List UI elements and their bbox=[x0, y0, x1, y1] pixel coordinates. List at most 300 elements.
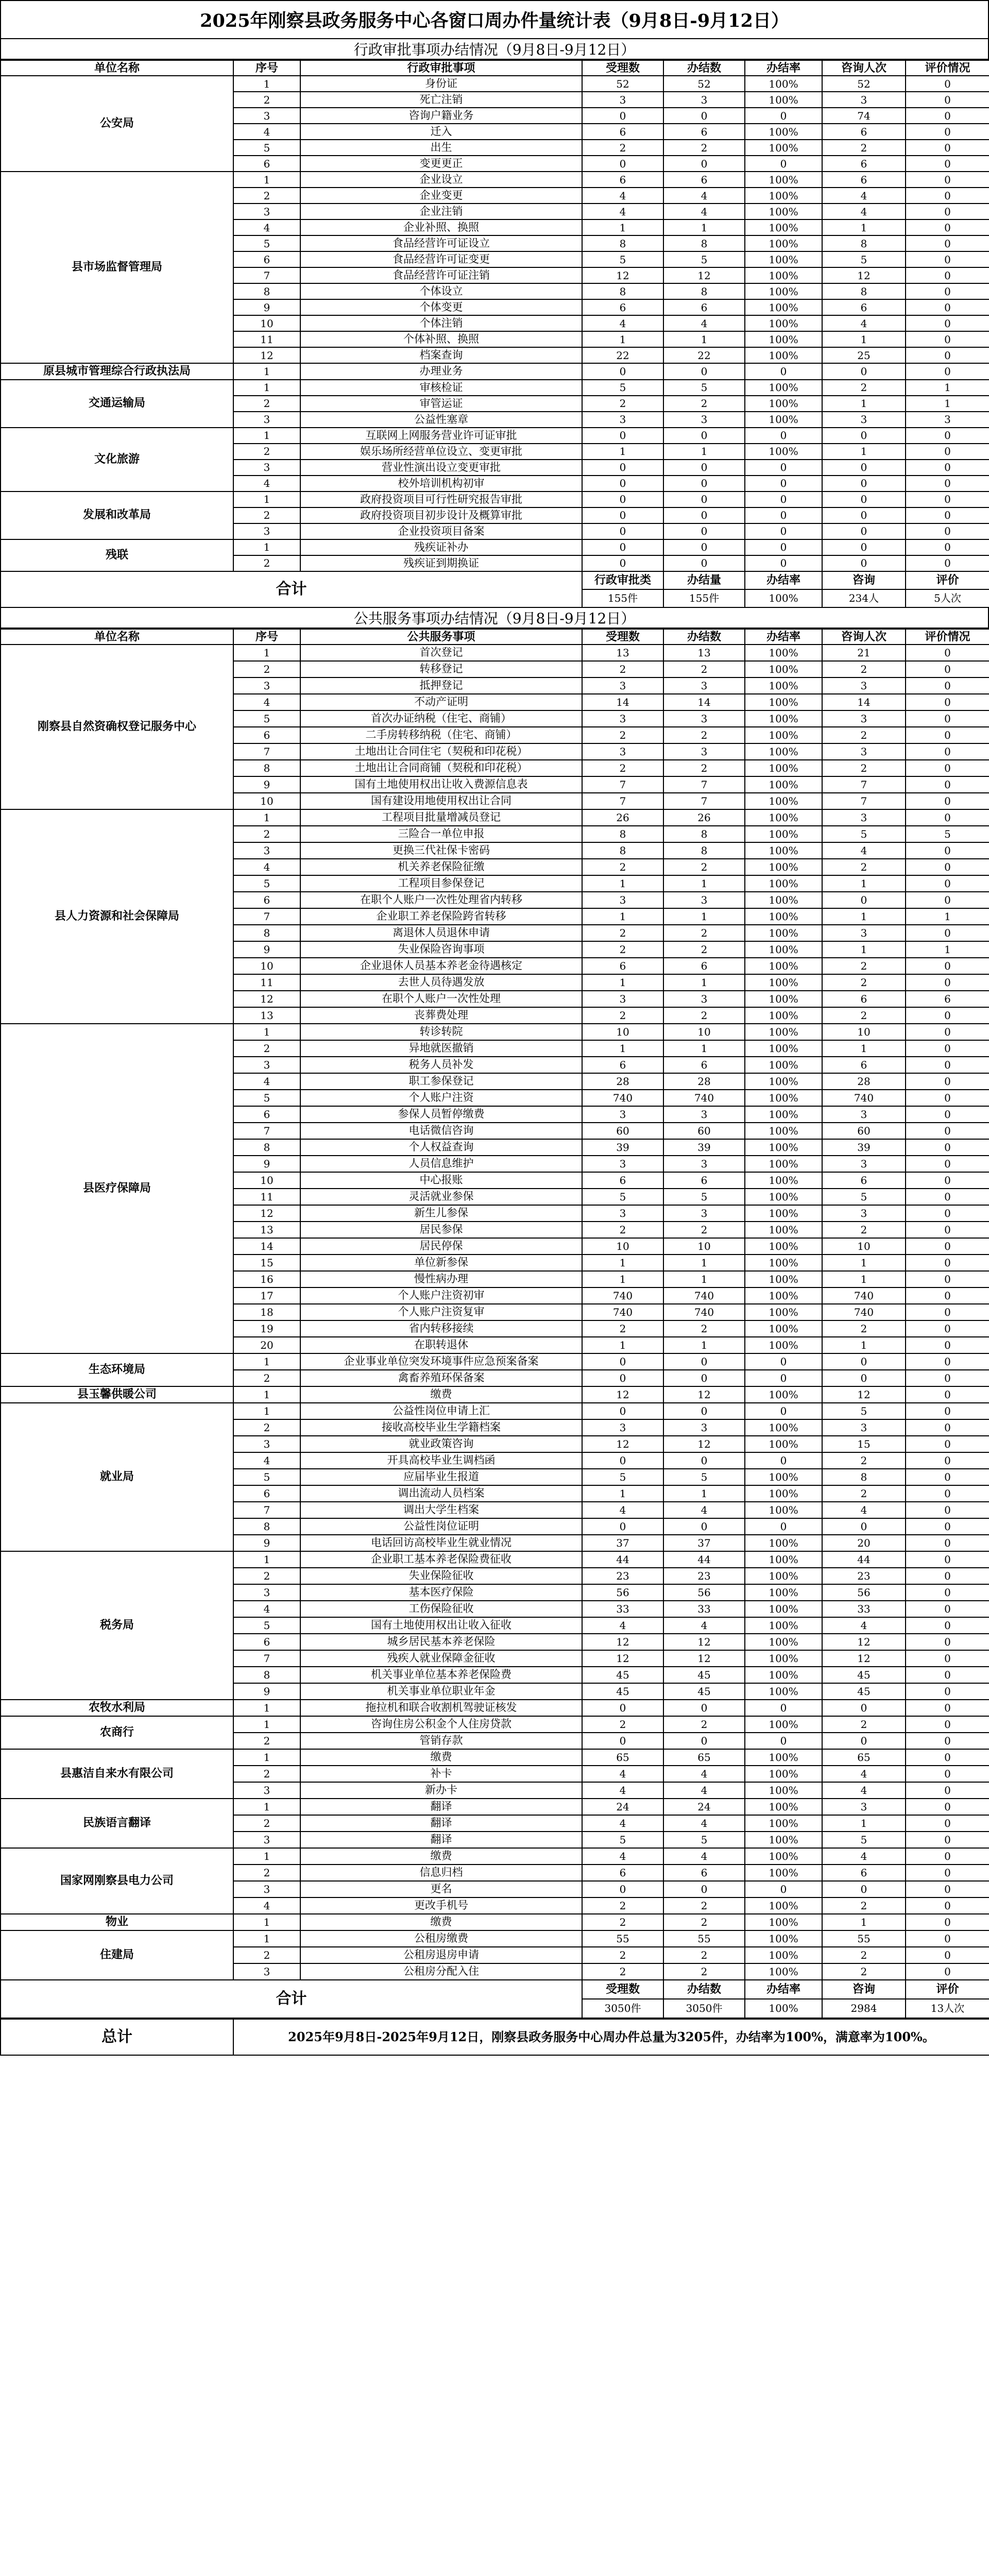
evaluation-cell: 0 bbox=[906, 1634, 989, 1650]
accepted-cell: 3 bbox=[582, 743, 663, 760]
consult-cell: 3 bbox=[822, 1156, 906, 1172]
completion-rate-cell: 100% bbox=[745, 235, 822, 251]
evaluation-cell: 0 bbox=[906, 1716, 989, 1733]
evaluation-cell: 0 bbox=[906, 476, 989, 492]
serial-cell: 7 bbox=[233, 1123, 300, 1139]
completion-rate-cell: 100% bbox=[745, 172, 822, 188]
evaluation-cell: 0 bbox=[906, 1881, 989, 1897]
completed-cell: 13 bbox=[663, 645, 745, 661]
total-value: 155件 bbox=[663, 589, 745, 607]
completion-rate-cell: 100% bbox=[745, 1287, 822, 1304]
total-value: 3050件 bbox=[663, 1999, 745, 2018]
table-row bbox=[1, 1848, 989, 1865]
completion-rate-cell: 100% bbox=[745, 1485, 822, 1502]
serial-cell: 3 bbox=[233, 677, 300, 694]
accepted-cell: 44 bbox=[582, 1551, 663, 1568]
completion-rate-cell: 100% bbox=[745, 1617, 822, 1634]
evaluation-cell: 0 bbox=[906, 1452, 989, 1469]
total-header-row bbox=[1, 1980, 989, 1999]
completion-rate-cell: 100% bbox=[745, 1139, 822, 1156]
evaluation-cell: 0 bbox=[906, 204, 989, 219]
item-cell: 食品经营许可证变更 bbox=[300, 251, 582, 267]
serial-cell: 13 bbox=[233, 1222, 300, 1238]
completed-cell: 0 bbox=[663, 1881, 745, 1897]
serial-cell: 1 bbox=[233, 645, 300, 661]
serial-cell: 5 bbox=[233, 1090, 300, 1106]
summary-text: 2025年9月8日-2025年9月12日，刚察县政务服务中心周办件总量为3205件，办结率为100%，满意率为100%。 bbox=[233, 2019, 989, 2055]
serial-cell: 2 bbox=[233, 507, 300, 523]
item-cell: 食品经营许可证设立 bbox=[300, 235, 582, 251]
item-cell: 国有建设用地使用权出让合同 bbox=[300, 793, 582, 809]
completion-rate-cell: 100% bbox=[745, 1007, 822, 1024]
serial-cell: 7 bbox=[233, 1650, 300, 1667]
completion-rate-cell: 100% bbox=[745, 991, 822, 1007]
completed-cell: 0 bbox=[663, 1452, 745, 1469]
serial-cell: 4 bbox=[233, 476, 300, 492]
accepted-cell: 0 bbox=[582, 1700, 663, 1716]
completion-rate-cell: 100% bbox=[745, 1271, 822, 1287]
serial-cell: 12 bbox=[233, 347, 300, 363]
total-heading: 咨询 bbox=[822, 1980, 906, 1999]
item-cell: 信息归档 bbox=[300, 1865, 582, 1881]
item-cell: 职工参保登记 bbox=[300, 1073, 582, 1090]
item-cell: 食品经营许可证注销 bbox=[300, 267, 582, 283]
total-heading: 办结数 bbox=[663, 1980, 745, 1999]
column-header: 行政审批事项 bbox=[300, 60, 582, 76]
completion-rate-cell: 100% bbox=[745, 661, 822, 677]
accepted-cell: 2 bbox=[582, 1716, 663, 1733]
serial-cell: 1 bbox=[233, 1848, 300, 1865]
serial-cell: 8 bbox=[233, 1667, 300, 1683]
completed-cell: 2 bbox=[663, 1897, 745, 1914]
evaluation-cell: 6 bbox=[906, 991, 989, 1007]
evaluation-cell: 0 bbox=[906, 974, 989, 991]
consult-cell: 12 bbox=[822, 1386, 906, 1403]
item-cell: 个体补照、换照 bbox=[300, 331, 582, 347]
completed-cell: 3 bbox=[663, 743, 745, 760]
table-row bbox=[1, 1914, 989, 1930]
serial-cell: 2 bbox=[233, 555, 300, 571]
completed-cell: 1 bbox=[663, 974, 745, 991]
accepted-cell: 33 bbox=[582, 1601, 663, 1617]
item-cell: 工程项目参保登记 bbox=[300, 875, 582, 892]
column-header: 受理数 bbox=[582, 629, 663, 645]
consult-cell: 4 bbox=[822, 1502, 906, 1518]
completion-rate-cell: 100% bbox=[745, 1766, 822, 1782]
evaluation-cell: 0 bbox=[906, 347, 989, 363]
unit-name-cell: 文化旅游 bbox=[1, 428, 233, 492]
evaluation-cell: 0 bbox=[906, 1007, 989, 1024]
accepted-cell: 2 bbox=[582, 1320, 663, 1337]
evaluation-cell: 0 bbox=[906, 1667, 989, 1683]
serial-cell: 1 bbox=[233, 1403, 300, 1419]
unit-name-cell: 农商行 bbox=[1, 1716, 233, 1749]
completed-cell: 1 bbox=[663, 444, 745, 460]
consult-cell: 4 bbox=[822, 188, 906, 204]
serial-cell: 13 bbox=[233, 1007, 300, 1024]
evaluation-cell: 0 bbox=[906, 1865, 989, 1881]
accepted-cell: 1 bbox=[582, 875, 663, 892]
completion-rate-cell: 100% bbox=[745, 1963, 822, 1980]
completed-cell: 7 bbox=[663, 776, 745, 793]
unit-name-cell: 住建局 bbox=[1, 1930, 233, 1980]
item-cell: 企业补照、换照 bbox=[300, 219, 582, 235]
completion-rate-cell: 100% bbox=[745, 1123, 822, 1139]
evaluation-cell: 0 bbox=[906, 444, 989, 460]
serial-cell: 5 bbox=[233, 140, 300, 156]
item-cell: 不动产证明 bbox=[300, 694, 582, 710]
table-row bbox=[1, 1551, 989, 1568]
total-value: 13人次 bbox=[906, 1999, 989, 2018]
completed-cell: 3 bbox=[663, 1205, 745, 1222]
accepted-cell: 4 bbox=[582, 188, 663, 204]
completion-rate-cell: 100% bbox=[745, 694, 822, 710]
consult-cell: 8 bbox=[822, 1469, 906, 1485]
evaluation-cell: 0 bbox=[906, 1271, 989, 1287]
accepted-cell: 3 bbox=[582, 92, 663, 108]
consult-cell: 6 bbox=[822, 1172, 906, 1189]
completed-cell: 6 bbox=[663, 124, 745, 140]
serial-cell: 20 bbox=[233, 1337, 300, 1353]
accepted-cell: 740 bbox=[582, 1287, 663, 1304]
item-cell: 企业投资项目备案 bbox=[300, 523, 582, 539]
accepted-cell: 26 bbox=[582, 809, 663, 826]
evaluation-cell: 0 bbox=[906, 428, 989, 444]
evaluation-cell: 0 bbox=[906, 1222, 989, 1238]
consult-cell: 3 bbox=[822, 1205, 906, 1222]
completion-rate-cell: 100% bbox=[745, 958, 822, 974]
completion-rate-cell: 100% bbox=[745, 1716, 822, 1733]
completion-rate-cell: 100% bbox=[745, 92, 822, 108]
consult-cell: 2 bbox=[822, 140, 906, 156]
consult-cell: 60 bbox=[822, 1123, 906, 1139]
evaluation-cell: 0 bbox=[906, 1963, 989, 1980]
item-cell: 管销存款 bbox=[300, 1733, 582, 1749]
item-cell: 个体设立 bbox=[300, 283, 582, 299]
accepted-cell: 0 bbox=[582, 363, 663, 380]
serial-cell: 6 bbox=[233, 1634, 300, 1650]
completion-rate-cell: 0 bbox=[745, 1518, 822, 1535]
accepted-cell: 56 bbox=[582, 1584, 663, 1601]
serial-cell: 18 bbox=[233, 1304, 300, 1320]
item-cell: 调出大学生档案 bbox=[300, 1502, 582, 1518]
unit-name-cell: 交通运输局 bbox=[1, 380, 233, 428]
completed-cell: 4 bbox=[663, 1782, 745, 1799]
evaluation-cell: 0 bbox=[906, 1502, 989, 1518]
accepted-cell: 0 bbox=[582, 108, 663, 124]
serial-cell: 1 bbox=[233, 1914, 300, 1930]
accepted-cell: 60 bbox=[582, 1123, 663, 1139]
evaluation-cell: 0 bbox=[906, 108, 989, 124]
accepted-cell: 7 bbox=[582, 776, 663, 793]
consult-cell: 21 bbox=[822, 645, 906, 661]
completed-cell: 14 bbox=[663, 694, 745, 710]
total-label: 合计 bbox=[1, 1980, 582, 2018]
completion-rate-cell: 100% bbox=[745, 1749, 822, 1766]
serial-cell: 7 bbox=[233, 743, 300, 760]
evaluation-cell: 0 bbox=[906, 1766, 989, 1782]
evaluation-cell: 0 bbox=[906, 172, 989, 188]
accepted-cell: 0 bbox=[582, 507, 663, 523]
consult-cell: 5 bbox=[822, 1403, 906, 1419]
accepted-cell: 6 bbox=[582, 124, 663, 140]
item-cell: 国有土地使用权出让收入征收 bbox=[300, 1617, 582, 1634]
unit-name-cell: 民族语言翻译 bbox=[1, 1799, 233, 1848]
serial-cell: 2 bbox=[233, 1568, 300, 1584]
item-cell: 企业职工基本养老保险费征收 bbox=[300, 1551, 582, 1568]
serial-cell: 1 bbox=[233, 1024, 300, 1040]
table-row bbox=[1, 539, 989, 555]
consult-cell: 2 bbox=[822, 958, 906, 974]
consult-cell: 6 bbox=[822, 299, 906, 315]
completed-cell: 5 bbox=[663, 380, 745, 396]
accepted-cell: 7 bbox=[582, 793, 663, 809]
evaluation-cell: 1 bbox=[906, 908, 989, 925]
evaluation-cell: 0 bbox=[906, 507, 989, 523]
accepted-cell: 8 bbox=[582, 842, 663, 859]
consult-cell: 0 bbox=[822, 1353, 906, 1370]
table-row bbox=[1, 363, 989, 380]
accepted-cell: 3 bbox=[582, 991, 663, 1007]
consult-cell: 3 bbox=[822, 412, 906, 428]
serial-cell: 1 bbox=[233, 1353, 300, 1370]
accepted-cell: 1 bbox=[582, 1255, 663, 1271]
completed-cell: 56 bbox=[663, 1584, 745, 1601]
completed-cell: 0 bbox=[663, 363, 745, 380]
accepted-cell: 3 bbox=[582, 1205, 663, 1222]
total-value: 155件 bbox=[582, 589, 663, 607]
completion-rate-cell: 100% bbox=[745, 283, 822, 299]
evaluation-cell: 0 bbox=[906, 1551, 989, 1568]
completion-rate-cell: 100% bbox=[745, 1947, 822, 1963]
completion-rate-cell: 100% bbox=[745, 1683, 822, 1700]
accepted-cell: 1 bbox=[582, 1485, 663, 1502]
serial-cell: 2 bbox=[233, 661, 300, 677]
evaluation-cell: 0 bbox=[906, 1799, 989, 1815]
evaluation-cell: 3 bbox=[906, 412, 989, 428]
accepted-cell: 45 bbox=[582, 1683, 663, 1700]
serial-cell: 1 bbox=[233, 809, 300, 826]
evaluation-cell: 0 bbox=[906, 727, 989, 743]
accepted-cell: 6 bbox=[582, 1057, 663, 1073]
completed-cell: 2 bbox=[663, 727, 745, 743]
item-cell: 在职个人账户一次性处理省内转移 bbox=[300, 892, 582, 908]
completed-cell: 740 bbox=[663, 1090, 745, 1106]
accepted-cell: 2 bbox=[582, 1963, 663, 1980]
unit-name-cell: 农牧水利局 bbox=[1, 1700, 233, 1716]
completed-cell: 0 bbox=[663, 539, 745, 555]
accepted-cell: 6 bbox=[582, 958, 663, 974]
table-row bbox=[1, 1749, 989, 1766]
column-header: 办结数 bbox=[663, 60, 745, 76]
accepted-cell: 0 bbox=[582, 1353, 663, 1370]
accepted-cell: 65 bbox=[582, 1749, 663, 1766]
completion-rate-cell: 100% bbox=[745, 1320, 822, 1337]
accepted-cell: 2 bbox=[582, 727, 663, 743]
completed-cell: 0 bbox=[663, 1518, 745, 1535]
completed-cell: 23 bbox=[663, 1568, 745, 1584]
item-cell: 电话回访高校毕业生就业情况 bbox=[300, 1535, 582, 1551]
item-cell: 开具高校毕业生调档函 bbox=[300, 1452, 582, 1469]
completion-rate-cell: 100% bbox=[745, 331, 822, 347]
completed-cell: 740 bbox=[663, 1287, 745, 1304]
completion-rate-cell: 0 bbox=[745, 363, 822, 380]
completed-cell: 0 bbox=[663, 1370, 745, 1386]
completion-rate-cell: 100% bbox=[745, 1337, 822, 1353]
completion-rate-cell: 100% bbox=[745, 892, 822, 908]
admin-section-title: 行政审批事项办结情况（9月8日-9月12日） bbox=[0, 39, 989, 60]
consult-cell: 5 bbox=[822, 1189, 906, 1205]
evaluation-cell: 0 bbox=[906, 1535, 989, 1551]
evaluation-cell: 0 bbox=[906, 1683, 989, 1700]
serial-cell: 2 bbox=[233, 1733, 300, 1749]
completed-cell: 0 bbox=[663, 1733, 745, 1749]
completed-cell: 8 bbox=[663, 826, 745, 842]
item-cell: 城乡居民基本养老保险 bbox=[300, 1634, 582, 1650]
evaluation-cell: 0 bbox=[906, 1947, 989, 1963]
serial-cell: 4 bbox=[233, 1897, 300, 1914]
completed-cell: 8 bbox=[663, 235, 745, 251]
completed-cell: 2 bbox=[663, 661, 745, 677]
evaluation-cell: 0 bbox=[906, 694, 989, 710]
completed-cell: 5 bbox=[663, 1832, 745, 1848]
completion-rate-cell: 100% bbox=[745, 1897, 822, 1914]
completed-cell: 26 bbox=[663, 809, 745, 826]
completed-cell: 4 bbox=[663, 188, 745, 204]
completion-rate-cell: 0 bbox=[745, 476, 822, 492]
item-cell: 公益性岗位证明 bbox=[300, 1518, 582, 1535]
completed-cell: 3 bbox=[663, 412, 745, 428]
item-cell: 缴费 bbox=[300, 1848, 582, 1865]
serial-cell: 11 bbox=[233, 974, 300, 991]
serial-cell: 19 bbox=[233, 1320, 300, 1337]
completion-rate-cell: 100% bbox=[745, 1469, 822, 1485]
total-heading: 受理数 bbox=[582, 1980, 663, 1999]
accepted-cell: 0 bbox=[582, 555, 663, 571]
serial-cell: 10 bbox=[233, 958, 300, 974]
serial-cell: 3 bbox=[233, 1782, 300, 1799]
completion-rate-cell: 100% bbox=[745, 1024, 822, 1040]
completed-cell: 6 bbox=[663, 299, 745, 315]
completion-rate-cell: 100% bbox=[745, 842, 822, 859]
serial-cell: 3 bbox=[233, 412, 300, 428]
accepted-cell: 28 bbox=[582, 1073, 663, 1090]
consult-cell: 1 bbox=[822, 331, 906, 347]
evaluation-cell: 0 bbox=[906, 1304, 989, 1320]
completed-cell: 1 bbox=[663, 1337, 745, 1353]
accepted-cell: 12 bbox=[582, 267, 663, 283]
evaluation-cell: 0 bbox=[906, 1156, 989, 1172]
completion-rate-cell: 100% bbox=[745, 809, 822, 826]
item-cell: 企业事业单位突发环境事件应急预案备案 bbox=[300, 1353, 582, 1370]
item-cell: 首次办证纳税（住宅、商铺） bbox=[300, 710, 582, 727]
evaluation-cell: 0 bbox=[906, 1749, 989, 1766]
page-title: 2025年刚察县政务服务中心各窗口周办件量统计表（9月8日-9月12日） bbox=[0, 0, 989, 39]
accepted-cell: 0 bbox=[582, 428, 663, 444]
completion-rate-cell: 100% bbox=[745, 188, 822, 204]
completed-cell: 3 bbox=[663, 1106, 745, 1123]
consult-cell: 1 bbox=[822, 444, 906, 460]
completed-cell: 0 bbox=[663, 1353, 745, 1370]
consult-cell: 3 bbox=[822, 677, 906, 694]
item-cell: 死亡注销 bbox=[300, 92, 582, 108]
completed-cell: 8 bbox=[663, 283, 745, 299]
consult-cell: 0 bbox=[822, 1733, 906, 1749]
evaluation-cell: 0 bbox=[906, 1419, 989, 1436]
completed-cell: 6 bbox=[663, 1057, 745, 1073]
consult-cell: 0 bbox=[822, 1370, 906, 1386]
serial-cell: 1 bbox=[233, 1700, 300, 1716]
column-header: 单位名称 bbox=[1, 60, 233, 76]
accepted-cell: 4 bbox=[582, 204, 663, 219]
serial-cell: 4 bbox=[233, 859, 300, 875]
item-cell: 档案查询 bbox=[300, 347, 582, 363]
table-row bbox=[1, 428, 989, 444]
total-value: 234人 bbox=[822, 589, 906, 607]
item-cell: 个人账户注资 bbox=[300, 1090, 582, 1106]
completed-cell: 2 bbox=[663, 925, 745, 941]
serial-cell: 8 bbox=[233, 283, 300, 299]
completion-rate-cell: 100% bbox=[745, 1535, 822, 1551]
completion-rate-cell: 100% bbox=[745, 1799, 822, 1815]
item-cell: 丧葬费处理 bbox=[300, 1007, 582, 1024]
accepted-cell: 3 bbox=[582, 1106, 663, 1123]
consult-cell: 33 bbox=[822, 1601, 906, 1617]
consult-cell: 20 bbox=[822, 1535, 906, 1551]
evaluation-cell: 0 bbox=[906, 1106, 989, 1123]
completion-rate-cell: 100% bbox=[745, 776, 822, 793]
consult-cell: 14 bbox=[822, 694, 906, 710]
completed-cell: 22 bbox=[663, 347, 745, 363]
evaluation-cell: 0 bbox=[906, 1189, 989, 1205]
consult-cell: 8 bbox=[822, 283, 906, 299]
item-cell: 身份证 bbox=[300, 76, 582, 92]
serial-cell: 10 bbox=[233, 793, 300, 809]
serial-cell: 9 bbox=[233, 1535, 300, 1551]
serial-cell: 9 bbox=[233, 776, 300, 793]
serial-cell: 2 bbox=[233, 1419, 300, 1436]
completed-cell: 1 bbox=[663, 1485, 745, 1502]
table-row bbox=[1, 380, 989, 396]
item-cell: 禽畜养殖环保备案 bbox=[300, 1370, 582, 1386]
evaluation-cell: 0 bbox=[906, 1617, 989, 1634]
serial-cell: 3 bbox=[233, 1881, 300, 1897]
serial-cell: 4 bbox=[233, 219, 300, 235]
completion-rate-cell: 100% bbox=[745, 1601, 822, 1617]
consult-cell: 0 bbox=[822, 1518, 906, 1535]
completed-cell: 2 bbox=[663, 941, 745, 958]
completed-cell: 3 bbox=[663, 1419, 745, 1436]
evaluation-cell: 0 bbox=[906, 1320, 989, 1337]
consult-cell: 3 bbox=[822, 1419, 906, 1436]
completion-rate-cell: 0 bbox=[745, 1403, 822, 1419]
unit-name-cell: 发展和改革局 bbox=[1, 492, 233, 539]
unit-name-cell: 国家网刚察县电力公司 bbox=[1, 1848, 233, 1914]
completion-rate-cell: 100% bbox=[745, 1156, 822, 1172]
completed-cell: 0 bbox=[663, 555, 745, 571]
item-cell: 二手房转移纳税（住宅、商铺） bbox=[300, 727, 582, 743]
item-cell: 失业保险征收 bbox=[300, 1568, 582, 1584]
completion-rate-cell: 100% bbox=[745, 76, 822, 92]
accepted-cell: 22 bbox=[582, 347, 663, 363]
item-cell: 翻译 bbox=[300, 1799, 582, 1815]
completed-cell: 6 bbox=[663, 1865, 745, 1881]
evaluation-cell: 0 bbox=[906, 677, 989, 694]
completion-rate-cell: 100% bbox=[745, 1189, 822, 1205]
item-cell: 异地就医撤销 bbox=[300, 1040, 582, 1057]
serial-cell: 3 bbox=[233, 108, 300, 124]
consult-cell: 55 bbox=[822, 1930, 906, 1947]
